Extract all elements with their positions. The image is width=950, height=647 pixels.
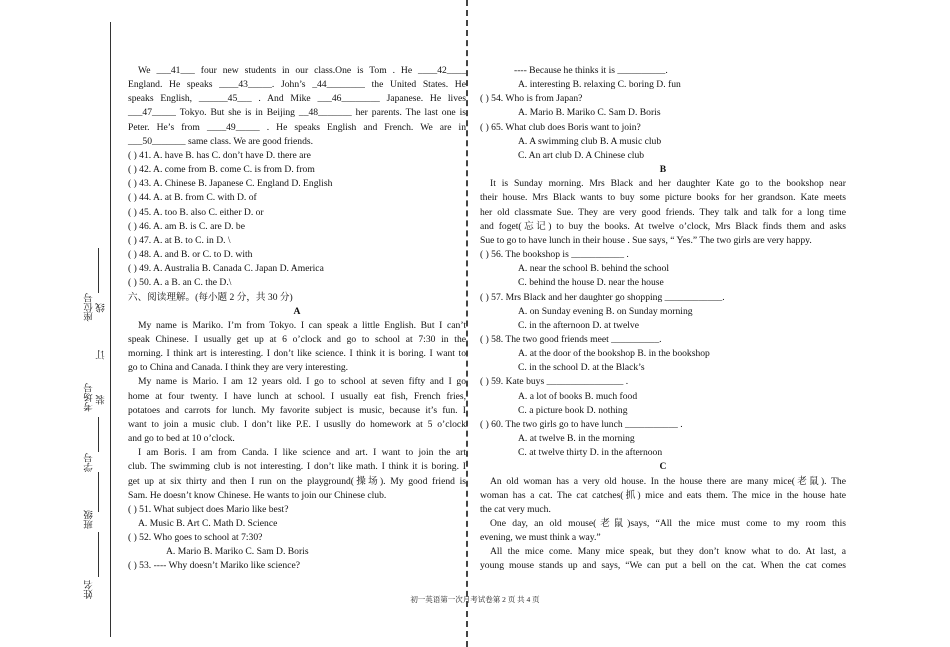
student-number-label: 学号: [85, 453, 95, 472]
question-59-options: C. a picture book D. nothing: [518, 404, 628, 416]
passage-c-line: evening, we must think a way.”: [480, 532, 601, 544]
question-45: ( ) 45. A. too B. also C. either D. or: [128, 206, 264, 218]
passage-a-line: speak Chinese. I usually get up at 6 o’clock and go to school at 7:30 in the: [128, 333, 466, 345]
class-label: 班级: [85, 510, 95, 529]
passage-b-line: It is Sunday morning. Mrs Black and her daughter Kate go to the bookshop near: [490, 178, 846, 190]
question-59: ( ) 59. Kate buys ________________ .: [480, 376, 629, 388]
passage-a-line: I am Boris. I am from Canda. I like science and art. I want to join the art: [138, 447, 466, 459]
fold-dashed-line: [466, 0, 468, 647]
question-55: ( ) 65. What club does Boris want to join?: [480, 121, 641, 133]
question-41: ( ) 41. A. have B. has C. don’t have D. there are: [128, 149, 311, 161]
question-60: ( ) 60. The two girls go to have lunch ___________ .: [480, 418, 683, 430]
question-51: ( ) 51. What subject does Mario like best?: [128, 503, 289, 515]
binding-margin-line: [110, 22, 111, 637]
passage-a-line: club. The swimming club is not interesting. I don’t like math. I think it is boring. I: [128, 461, 466, 473]
passage-b-line: their house. Mrs Black wants to buy some picture books for her grandson. Kate meets: [480, 192, 846, 204]
passage-c-line: woman has a cat. The cat catches(抓) mice and eats them. The mice in the house hate: [480, 489, 846, 501]
passage-a-line: potatoes and carrots for lunch. My favorite subject is music, because it’s fun. I: [128, 404, 466, 416]
exam-room-blank: [98, 417, 99, 452]
passage-b-line: Sue to go to have lunch in their house . Sue says, “ Yes.” The two girls are very happy.: [480, 234, 812, 246]
left-column: [128, 64, 466, 574]
question-53-continued: ---- Because he thinks it is __________.: [514, 65, 668, 76]
question-59-options: A. a lot of books B. much food: [518, 390, 638, 402]
cut-line-mark: 线: [97, 303, 107, 313]
passage-b-line: and foget(忘记) to buy the books. At twelve o’clock, Mrs Black finds them and asks: [480, 220, 846, 232]
question-60-options: A. at twelve B. in the morning: [518, 433, 635, 445]
passage-c-line: the cat very much.: [480, 503, 551, 515]
passage-c-line: young mouse stands up and says, “We can put a bell on the cat. When the cat comes: [480, 560, 846, 572]
cloze-passage-line: We ___41___ four new students in our class.One is Tom . He ____42____: [138, 65, 466, 76]
name-label: 姓名: [85, 580, 95, 599]
passage-a-line: want to join a music club. I don’t like P.E. I ususlly do homework at 5 o’clock: [128, 418, 466, 430]
question-60-options: C. at twelve thirty D. in the afternoon: [518, 447, 663, 459]
question-51-options: A. Music B. Art C. Math D. Science: [138, 518, 278, 529]
binding-mark: 订: [97, 350, 107, 360]
cloze-passage-line: England. He speaks ____43_____. John’s _44________ the United States. He: [128, 79, 466, 91]
passage-a-line: home at four twenty. I have lunch at school. I usually eat fish, French fries,: [128, 390, 466, 402]
question-58-options: A. at the door of the bookshop B. in the bookshop: [518, 348, 710, 360]
question-57-options: A. on Sunday evening B. on Sunday morning: [518, 305, 693, 317]
question-54-options: A. Mario B. Mariko C. Sam D. Boris: [518, 107, 661, 119]
question-47: ( ) 47. A. at B. to C. in D. \: [128, 234, 231, 246]
cloze-passage-line: speaks English, ______45___ . And Mike ___46________ Japanese. He lives: [128, 93, 466, 105]
question-55-options: A. A swimming club B. A music club: [518, 135, 662, 147]
section-six-heading: 六、阅读理解。(每小题 2 分，共 30 分): [128, 291, 293, 303]
seat-number-blank: [98, 248, 99, 293]
passage-c-line: One day, an old mouse(老鼠)says, “All the mice must come to my room this: [490, 518, 846, 529]
student-number-blank: [98, 472, 99, 512]
question-52: ( ) 52. Who goes to school at 7:30?: [128, 532, 263, 544]
passage-a-line: morning. I think art is interesting. I don’t like science. I think it is boring. I want to: [128, 348, 466, 360]
cloze-passage-line: Peter. He’s from ____49_____ . He speaks English and French. We are in: [128, 121, 466, 133]
question-46: ( ) 46. A. am B. is C. are D. be: [128, 220, 245, 232]
passage-b-heading: B: [659, 164, 667, 176]
passage-a-line: and go to bed at 10 o’clock.: [128, 433, 235, 445]
passage-a-line: My name is Mariko. I’m from Tokyo. I can speak a little English. But I can’t: [138, 319, 466, 331]
question-53-options: A. interesting B. relaxing C. boring D. fun: [518, 79, 681, 91]
passage-a-heading: A: [293, 305, 301, 317]
question-50: ( ) 50. A. a B. an C. the D.\: [128, 277, 232, 289]
question-58: ( ) 58. The two good friends meet __________.: [480, 333, 662, 345]
seat-number-label: 座位号: [85, 293, 95, 322]
question-58-options: C. in the school D. at the Black’s: [518, 362, 645, 374]
page-footer: 初一英语第一次月考试卷第 2 页 共 4 页: [410, 595, 540, 604]
right-column: [480, 64, 846, 574]
question-57: ( ) 57. Mrs Black and her daughter go shopping ____________.: [480, 291, 725, 303]
passage-c-line: An old woman has a very old house. In the house there are many mice(老鼠). The: [490, 475, 846, 487]
question-53: ( ) 53. ---- Why doesn’t Mariko like science?: [128, 560, 301, 572]
passage-a-line: get up at six thirty and then I run on the playground(操场). My good friend is: [128, 475, 466, 487]
question-56-options: A. near the school B. behind the school: [518, 263, 670, 275]
cloze-passage-line: ___47_____ Tokyo. But she is in Beijing __48_______ her parents. The last one is: [128, 107, 466, 119]
class-blank: [98, 532, 99, 577]
question-56: ( ) 56. The bookshop is ___________ .: [480, 249, 629, 261]
passage-a-line: go to China and Canada. I think they are very interesting.: [128, 362, 349, 374]
question-56-options: C. behind the house D. near the house: [518, 277, 664, 289]
question-52-options: A. Mario B. Mariko C. Sam D. Boris: [166, 546, 309, 558]
exam-room-label: 考场号: [85, 383, 95, 412]
question-42: ( ) 42. A. come from B. come C. is from D. from: [128, 164, 315, 176]
question-48: ( ) 48. A. and B. or C. to D. with: [128, 249, 253, 261]
question-44: ( ) 44. A. at B. from C. with D. of: [128, 192, 257, 204]
question-54: ( ) 54. Who is from Japan?: [480, 93, 583, 105]
passage-c-heading: C: [659, 461, 667, 473]
passage-a-line: My name is Mario. I am 12 years old. I go to school at seven fifty and I go: [138, 376, 466, 388]
staple-mark: 装: [97, 395, 107, 405]
passage-c-line: All the mice come. Many mice speak, but they don’t know what to do. At last, a: [490, 546, 846, 558]
passage-b-line: her old classmate Sue. They are very good friends. They talk and talk for a long time: [480, 206, 846, 218]
question-43: ( ) 43. A. Chinese B. Japanese C. England D. English: [128, 178, 333, 190]
question-57-options: C. in the afternoon D. at twelve: [518, 319, 639, 331]
passage-a-line: Sam. He doesn’t know Chinese. He wants to join our Chinese club.: [128, 489, 387, 501]
cloze-passage-line: ___50_______ same class. We are good friends.: [128, 135, 314, 147]
question-55-options: C. An art club D. A Chinese club: [518, 149, 645, 161]
question-49: ( ) 49. A. Australia B. Canada C. Japan D. America: [128, 263, 324, 275]
